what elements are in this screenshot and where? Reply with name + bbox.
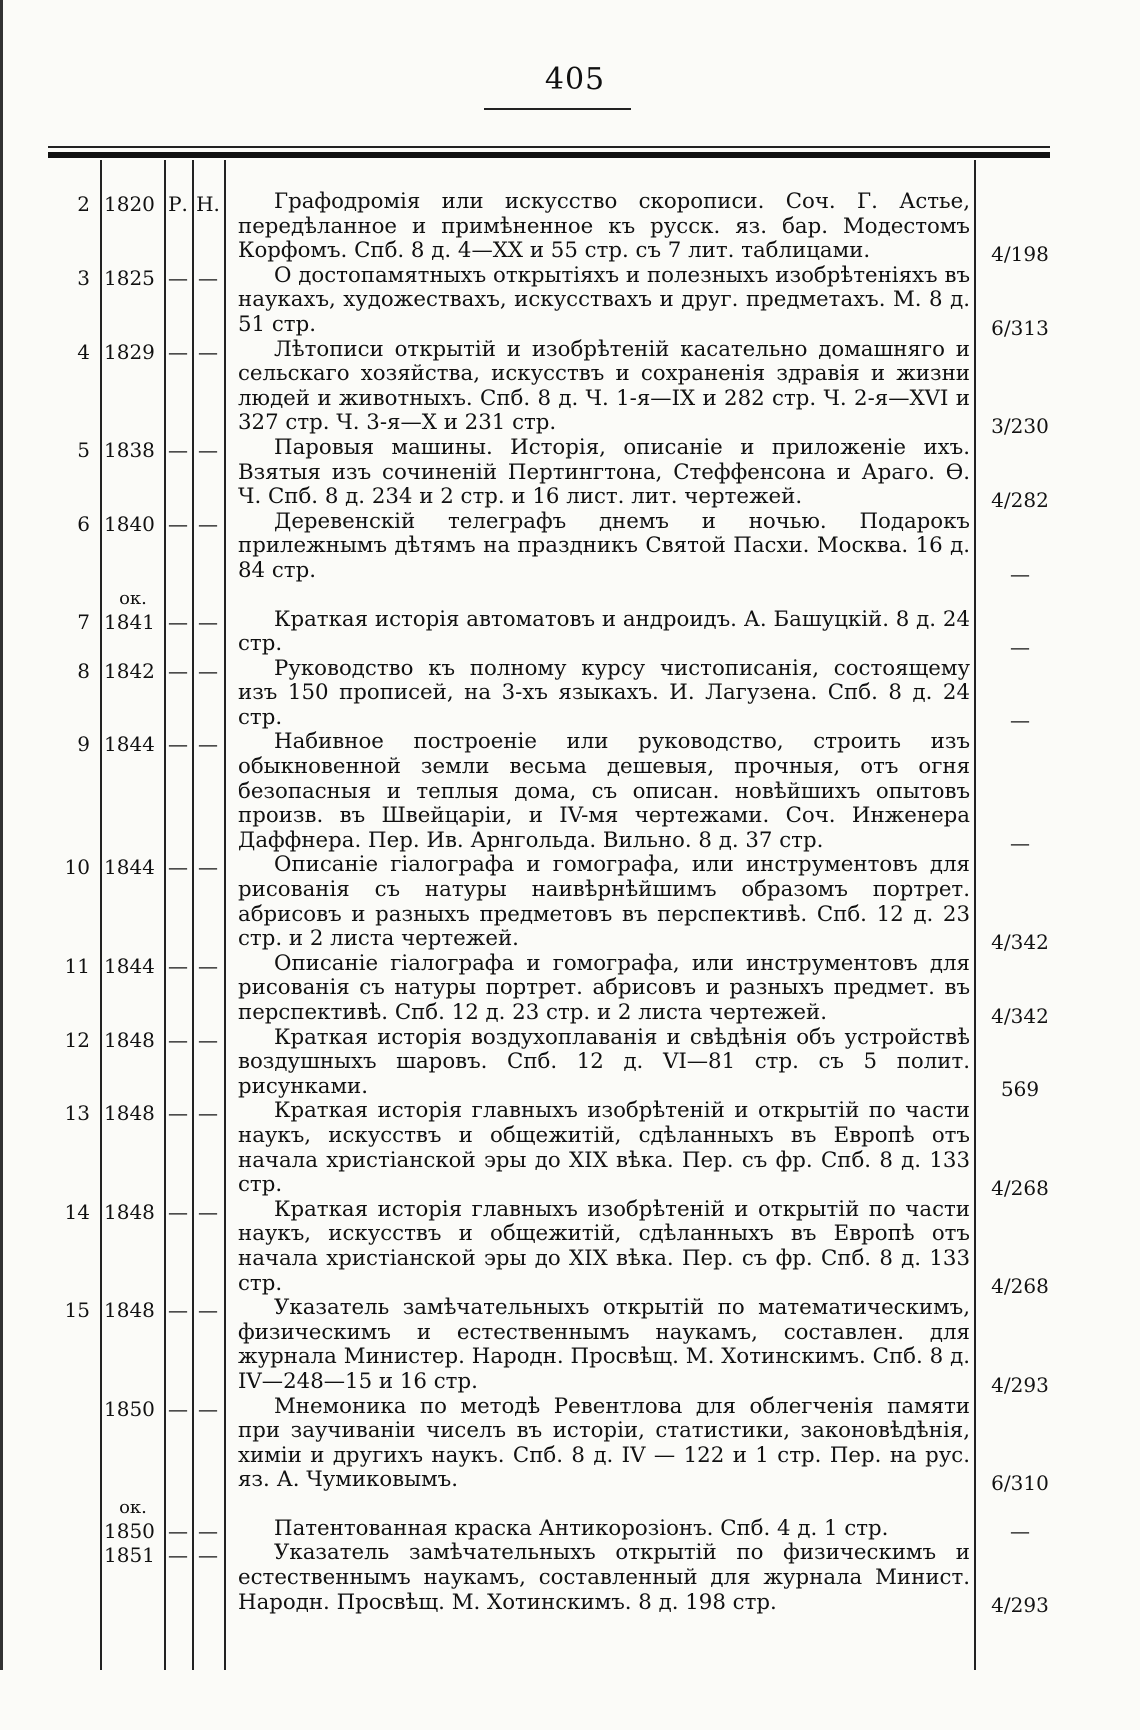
entry-number: 9 [77,732,90,757]
entry-description: Графодромія или искусство скорописи. Соч. Г. Астье, передѣланное и примѣненное къ русск. яз. бар. Модестомъ Корфомъ. Спб. 8 д. 4—XX и 55 стр. съ 7 лит. таблицами. [238,189,970,264]
entry-number: 8 [77,658,90,683]
entry-description: Патентованная краска Антикорозіонъ. Спб. 4 д. 1 стр. [274,1515,889,1541]
entry-description: Описаніе гіалографа и гомографа, или инструментовъ для рисованія съ натуры портрет. абрисовъ и разныхъ предмет. въ перспективѣ. Спб. 12 д. 23 стр. и 2 листа чертежей. [238,950,970,1025]
entry-r-mark: — [168,437,188,462]
entry-year: 1848 [104,1199,155,1224]
entry-description: Краткая исторія воздухоплаванія и свѣдѣнія объ устройствѣ воздушныхъ шаровъ. Спб. 12 д. VI—81 стр. съ 5 полит. рисунками. [238,1024,970,1099]
entry-reference: — [1010,561,1030,586]
entry-n-mark: — [198,339,218,364]
entry-r-mark: — [168,658,188,683]
bibliography-entry [0,1098,1140,1200]
bibliography-entry [0,436,1140,510]
entry-n-mark: — [198,1199,218,1224]
entry-n-mark: — [198,953,218,978]
entry-n-mark: — [198,1298,218,1323]
entry-description: Описаніе гіалографа и гомографа, или инструментовъ для рисованія съ натуры наивѣрнѣйшимъ образомъ портрет. абрисовъ и разныхъ предметовъ въ перспективѣ. Спб. 12 д. 23 стр. и 2 листа чертежей. [238,852,970,952]
entry-reference: 4/268 [991,1274,1049,1299]
bibliography-entry [0,1496,1140,1544]
entry-r-mark: — [168,1298,188,1323]
entry-r-mark: — [168,1199,188,1224]
entry-r-mark: — [168,953,188,978]
entry-description: О достопамятныхъ открытіяхъ и полезныхъ изобрѣтеніяхъ въ наукахъ, художествахъ, искусствахъ и друг. предметахъ. М. 8 д. 51 стр. [238,262,970,337]
entry-reference: 4/342 [991,929,1049,954]
entry-year: 1842 [104,658,155,683]
bibliography-list [0,189,1140,1618]
entry-r-mark: — [168,1518,188,1543]
page-number: 405 [544,62,606,97]
entry-reference: — [1010,634,1030,659]
entry-r-mark: — [168,265,188,290]
entry-number: 12 [64,1027,90,1052]
entry-description: Указатель замѣчательныхъ открытій по физическимъ и естественнымъ наукамъ, составленный для журнала Минист. Народн. Просвѣщ. М. Хотинскимъ. 8 д. 198 стр. [238,1540,970,1615]
bibliography-entry [0,952,1140,1026]
entry-r-mark: — [168,511,188,536]
entry-year: 1841 [104,609,155,634]
entry-number: 4 [77,339,90,364]
entry-reference: 4/268 [991,1175,1049,1200]
entry-r-mark: — [168,855,188,880]
entry-description: Руководство къ полному курсу чистописанія, состоящему изъ 150 прописей, на 3-хъ языкахъ. И. Лагузена. Спб. 8 д. 24 стр. [238,655,970,730]
entry-description: Краткая исторія автоматовъ и андроидъ. А. Башуцкій. 8 д. 24 стр. [238,606,970,657]
entry-reference: 569 [1000,1077,1040,1102]
entry-r-mark: — [168,1543,188,1568]
entry-r-mark: — [168,339,188,364]
header-rule-thick [48,152,1050,158]
bibliography-entry [0,1026,1140,1100]
entry-description: Краткая исторія главныхъ изобрѣтеній и открытій по части наукъ, искусствъ и общежитій, сдѣланныхъ въ Европѣ отъ начала христіанской эры до XIX вѣка. Пер. съ фр. Спб. 8 д. 133 стр. [238,1196,970,1296]
entry-n-mark: — [198,511,218,536]
entry-year-approx: ок. [119,587,147,609]
entry-year: 1825 [104,265,155,290]
entry-r-mark: — [168,609,188,634]
entry-n-mark: — [198,1543,218,1568]
entry-r-mark: Р. [168,192,188,216]
header-rule-thin [48,146,1050,148]
entry-number: 6 [77,511,90,536]
entry-r-mark: — [168,732,188,757]
entry-number: 14 [64,1199,90,1224]
bibliography-entry [0,190,1140,264]
entry-reference: — [1010,831,1030,856]
entry-year: 1838 [104,437,155,462]
entry-number: 7 [77,609,90,634]
entry-reference: 4/293 [991,1372,1049,1397]
entry-n-mark: — [198,732,218,757]
entry-description: Паровыя машины. Исторія, описаніе и приложеніе ихъ. Взятыя изъ сочиненій Пертингтона, Стеффенсона и Араго. Ѳ. Ч. Спб. 8 д. 234 и 2 стр. и 16 лист. лит. чертежей. [238,434,970,510]
entry-year: 1850 [104,1396,155,1421]
entry-description: Краткая исторія главныхъ изобрѣтеній и открытій по части наукъ, искусствъ и общежитій, сдѣланныхъ въ Европѣ отъ начала христіанской эры до XIX вѣка. Пер. съ фр. Спб. 8 д. 133 стр. [238,1098,970,1198]
entry-reference: 6/313 [991,315,1049,340]
entry-n-mark: — [198,1396,218,1421]
bibliography-entry [0,729,1140,856]
entry-year: 1844 [104,953,155,978]
entry-r-mark: — [168,1396,188,1421]
entry-n-mark: — [198,1027,218,1052]
entry-number: 5 [77,437,90,462]
entry-reference: 4/282 [991,487,1049,512]
entry-n-mark: — [198,1101,218,1126]
entry-n-mark: — [198,1518,218,1543]
bibliography-entry [0,510,1140,584]
entry-number: 3 [77,265,90,290]
entry-n-mark: — [198,265,218,290]
bibliography-entry [0,264,1140,338]
entry-reference: — [1010,708,1030,733]
bibliography-entry [0,1295,1140,1397]
bibliography-entry [0,852,1140,954]
entry-reference: — [1010,1519,1030,1544]
page-number-rule [484,108,631,110]
entry-year: 1848 [104,1101,155,1126]
bibliography-entry [0,1196,1140,1299]
entry-reference: 4/342 [991,1003,1049,1028]
entry-number: 11 [64,953,90,978]
entry-reference: 4/198 [991,241,1049,266]
entry-year-approx: ок. [119,1496,147,1518]
entry-reference: 3/230 [991,413,1049,438]
entry-year: 1850 [104,1518,155,1543]
entry-year: 1820 [104,192,155,216]
bibliography-entry [0,1540,1140,1618]
entry-year: 1844 [104,732,155,757]
entry-r-mark: — [168,1027,188,1052]
entry-number: 15 [64,1298,90,1323]
entry-description: Лѣтописи открытій и изобрѣтеній касательно домашняго и сельскаго хозяйства, искусствъ и сохраненія здравія и жизни людей и животныхъ. Спб. 8 д. Ч. 1-я—IX и 282 стр. Ч. 2-я—XVI и 327 стр. Ч. 3-я—X и 231 стр. [238,336,970,436]
entry-reference: 6/310 [991,1470,1049,1495]
bibliography-entry [0,338,1140,436]
entry-r-mark: — [168,1101,188,1126]
entry-description: Указатель замѣчательныхъ открытій по математическимъ, физическимъ и естественнымъ наукамъ, составлен. для журнала Министер. Народн. Просвѣщ. М. Хотинскимъ. Спб. 8 д. IV—248—15 и 16 стр. [238,1295,970,1394]
entry-description: Деревенскій телеграфъ днемъ и ночью. Подарокъ прилежнымъ дѣтямъ на праздникъ Святой Пасхи. Москва. 16 д. 84 стр. [238,508,970,583]
entry-n-mark: — [198,437,218,462]
entry-year: 1840 [104,511,155,536]
entry-n-mark: Н. [196,192,220,216]
entry-description: Мнемоника по методѣ Ревентлова для облегченія памяти при заучиваніи чиселъ въ исторіи, статистики, законовѣдѣнія, химіи и другихъ наукъ. Спб. 8 д. IV — 122 и 1 стр. Пер. на рус. яз. А. Чумиковымъ. [238,1393,970,1493]
entry-description: Набивное построеніе или руководство, строить изъ обыкновенной земли весьма дешевыя, прочныя, отъ огня безопасныя и теплыя дома, съ описан. новѣйшихъ опытовъ произв. въ Швейцаріи, и IV-мя чертежами. Соч. Инженера Даффнера. Пер. Ив. Арнгольда. Вильно. 8 д. 37 стр. [238,729,970,853]
entry-n-mark: — [198,855,218,880]
entry-number: 13 [64,1101,90,1126]
entry-number: 2 [77,192,90,216]
entry-reference: 4/293 [991,1593,1049,1618]
entry-year: 1848 [104,1298,155,1323]
entry-n-mark: — [198,609,218,634]
bibliography-entry [0,657,1140,731]
entry-year: 1851 [104,1543,155,1568]
bibliography-entry [0,587,1140,659]
entry-year: 1829 [104,339,155,364]
entry-n-mark: — [198,658,218,683]
entry-year: 1844 [104,855,155,880]
entry-number: 10 [64,855,90,880]
bibliography-entry [0,1395,1140,1493]
entry-year: 1848 [104,1027,155,1052]
